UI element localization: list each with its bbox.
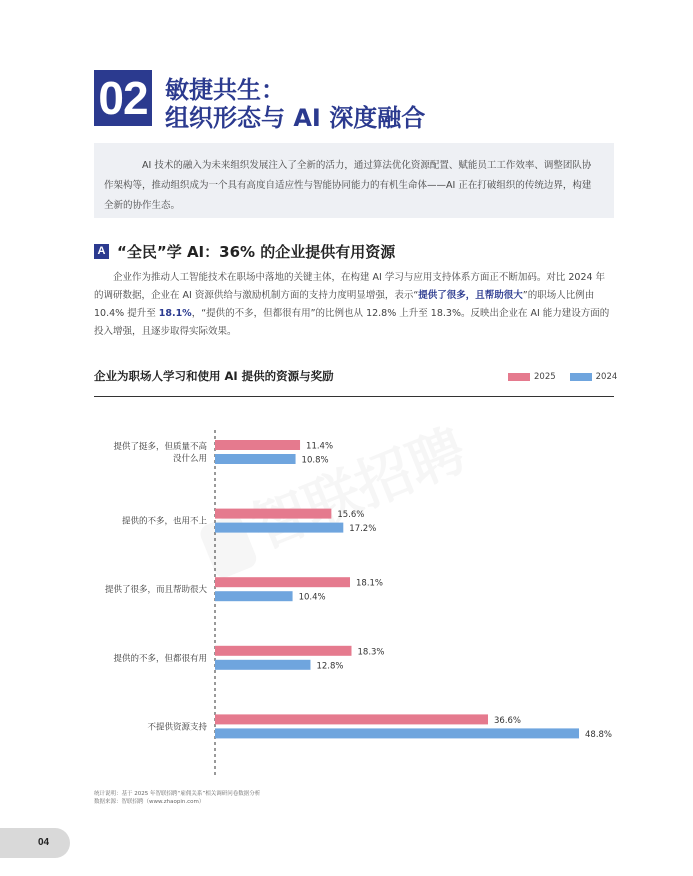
data-label-2024-3: 12.8% xyxy=(316,661,344,672)
para-highlight-2: 18.1% xyxy=(158,308,192,319)
category-label-0-1: 没什么用 xyxy=(172,454,207,464)
category-label-1-0: 提供的不多，也用不上 xyxy=(121,516,207,527)
footnote-source: 数据来源：智联招聘（www.zhaopin.com） xyxy=(94,799,205,805)
bar-2024-1 xyxy=(215,523,343,533)
data-label-2024-1: 17.2% xyxy=(349,524,377,535)
bar-2025-0 xyxy=(215,440,300,450)
data-label-2025-4: 36.6% xyxy=(494,715,522,726)
page-number-tab xyxy=(0,828,70,858)
category-label-2-0: 提供了很多，而且帮助很大 xyxy=(104,585,207,596)
bar-2024-2 xyxy=(215,591,293,601)
bar-2025-4 xyxy=(215,714,488,724)
section-title-line2: 组织形态与 AI 深度融合 xyxy=(165,104,426,132)
data-label-2025-3: 18.3% xyxy=(357,647,385,658)
data-label-2025-2: 18.1% xyxy=(356,578,384,589)
bar-2025-2 xyxy=(215,577,350,587)
subsection-tag: A xyxy=(94,244,109,259)
subsection-title: “全民”学 AI：36% 的企业提供有用资源 xyxy=(117,243,396,261)
data-label-2024-0: 10.8% xyxy=(301,455,329,466)
legend-label-2024: 2024 xyxy=(595,372,618,382)
bar-2025-1 xyxy=(215,509,331,519)
para-highlight-1: 提供了很多，且帮助很大 xyxy=(418,290,523,301)
section-number: 02 xyxy=(94,70,152,126)
footnote-method: 统计说明：基于 2025 年智联招聘“雇佣关系”相关调研问卷数据分析 xyxy=(94,791,261,797)
section-title-line1: 敏捷共生： xyxy=(165,76,285,104)
data-label-2024-4: 48.8% xyxy=(585,729,613,740)
bar-2024-4 xyxy=(215,728,579,738)
chart-title: 企业为职场人学习和使用 AI 提供的资源与奖励 xyxy=(94,369,334,383)
bar-2025-3 xyxy=(215,646,352,656)
data-label-2025-0: 11.4% xyxy=(306,441,334,452)
bar-2024-3 xyxy=(215,660,310,670)
category-label-4-0: 不提供资源支持 xyxy=(147,722,207,733)
para-mid: ”的职场人比例由 10.4% 提升至 xyxy=(94,290,595,319)
category-label-0-0: 提供了挺多，但质量不高 xyxy=(113,442,207,452)
para-before: 企业作为推动人工智能技术在职场中落地的关键主体，在构建 AI 学习与应用支持体系方面正不断加码。对比 2024 年的调研数据，企业在 AI 资源供给与激励机制方面的支持力度明显增强，表示“ xyxy=(94,272,606,301)
page-number: 04 xyxy=(38,837,50,848)
data-label-2024-2: 10.4% xyxy=(298,592,326,603)
legend-label-2025: 2025 xyxy=(534,372,556,382)
para-after: ，“提供的不多，但都很有用”的比例也从 12.8% 上升至 18.3%。反映出企业在 AI 能力建设方面的投入增强，且逐步取得实际效果。 xyxy=(94,308,610,337)
category-label-3-0: 提供的不多，但都很有用 xyxy=(113,653,207,664)
intro-text: AI 技术的融入为未来组织发展注入了全新的活力，通过算法优化资源配置、赋能员工工作效率、调整团队协作架构等，推动组织成为一个具有高度自适应性与智能协同能力的有机生命体——AI 正在打破组织的传统边界，构建全新的协作生态。 xyxy=(104,160,592,211)
bar-2024-0 xyxy=(215,454,296,464)
data-label-2025-1: 15.6% xyxy=(337,510,365,521)
